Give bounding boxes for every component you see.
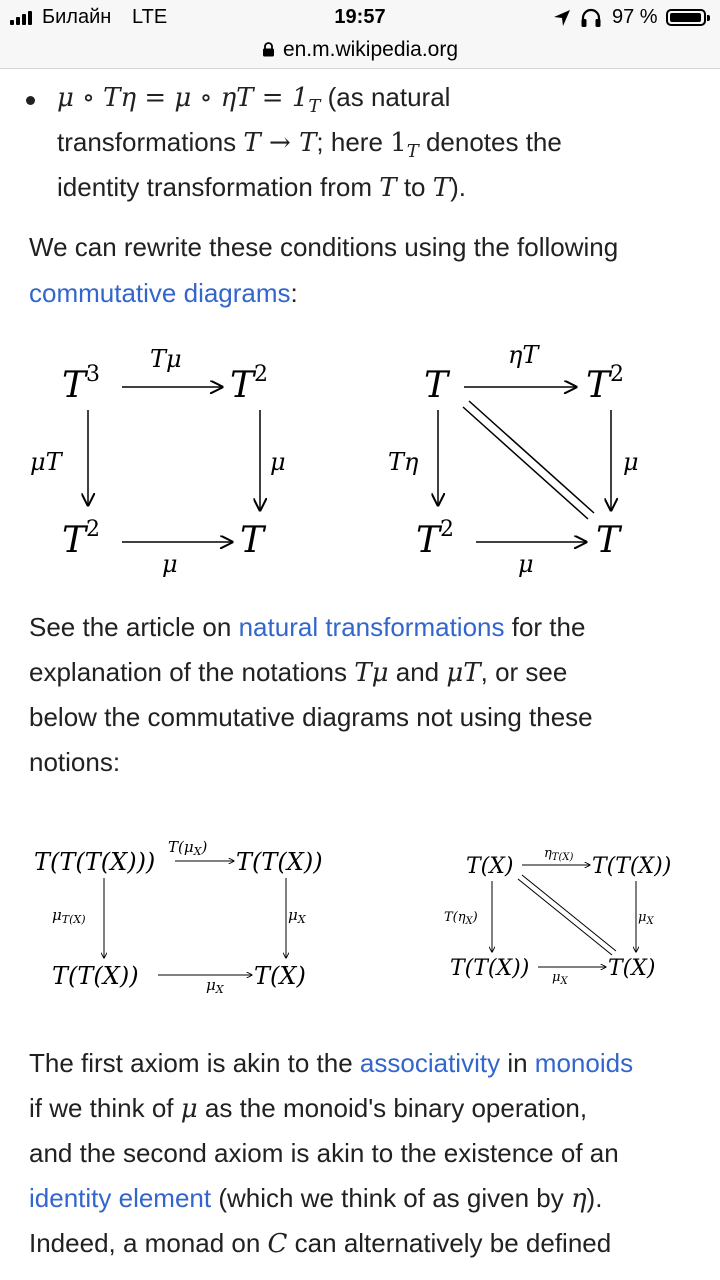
para3-line-1: The first axiom is akin to the associativity in monoids <box>29 1048 634 1078</box>
diagram-associativity <box>20 335 340 585</box>
lock-icon <box>262 42 275 57</box>
node-t3: $T^3$ <box>62 362 101 406</box>
para3-line-3: and the second axiom is akin to the existence of an <box>29 1138 619 1168</box>
arrow-label-bottom: μ <box>518 550 534 578</box>
network-type: LTE <box>132 6 168 28</box>
node-t-x-bottom: T(X) <box>254 962 306 990</box>
carrier-name: Билайн <box>42 6 112 28</box>
arrow-label-top: ηT <box>508 341 539 369</box>
status-bar <box>0 0 720 34</box>
arrow-label-top: Tμ <box>150 345 182 373</box>
unit-formula: μ ∘ Tη = μ ∘ $\eta T = 1_T$ <box>57 83 321 118</box>
link-monoids[interactable]: monoids <box>534 1048 634 1078</box>
link-associativity[interactable]: associativity <box>359 1048 501 1078</box>
arrow-label-left: $\mu_{T(X)}$ <box>52 906 86 926</box>
headphones-icon <box>580 8 602 28</box>
arrow-label-right: μ <box>623 448 639 476</box>
link-identity-element[interactable]: identity element <box>29 1183 212 1213</box>
url-domain: en.m.wikipedia.org <box>282 38 459 61</box>
para3-line-2: if we think of μ as the monoid's binary operation, <box>29 1093 588 1124</box>
para3-line-5: Indeed, a monad on C can alternatively be defined <box>29 1228 612 1259</box>
node-t2-top: $T^2$ <box>230 362 269 406</box>
para2-line-3: below the commutative diagrams not using these <box>29 702 593 732</box>
battery-icon <box>666 9 706 26</box>
para3-line-4: identity element (which we think of as given by η). <box>29 1183 603 1214</box>
node-t-x-top: T(X) <box>466 854 514 879</box>
para1-line-1: We can rewrite these conditions using the following <box>29 232 619 262</box>
arrow-label-right: $\mu_X$ <box>288 906 306 926</box>
node-t2-bottom: $T^2$ <box>416 517 455 561</box>
para2-line-2: explanation of the notations Tμ and μT, or see <box>29 657 568 688</box>
para2-line-1: See the article on natural transformations for the <box>29 612 586 642</box>
battery-percent: 97 % <box>612 6 658 28</box>
node-ttt-x: T(T(T(X))) <box>34 848 156 876</box>
arrow-label-bottom: $\mu_X$ <box>552 970 568 987</box>
arrow-label-right: $\mu_X$ <box>638 910 654 927</box>
link-commutative-diagrams[interactable]: commutative diagrams <box>29 278 291 308</box>
arrow-label-bottom: $\mu_X$ <box>206 976 224 996</box>
link-natural-transformations[interactable]: natural transformations <box>238 612 505 642</box>
node-t-x-bottom: T(X) <box>608 956 656 981</box>
node-tt-x-bottom: T(T(X)) <box>450 956 530 981</box>
clock: 19:57 <box>334 6 386 28</box>
node-t-bottom: T <box>596 520 621 561</box>
arrow-label-left: μT <box>30 448 62 476</box>
arrow-label-top: $\eta_{T(X)}$ <box>544 846 574 863</box>
node-tt-x-bottom: T(T(X)) <box>52 962 139 990</box>
bullet-line-2: transformations T → T; here $1_T$ denotes the <box>57 127 562 163</box>
node-tt-x-top: T(T(X)) <box>592 854 672 879</box>
node-t2-top: $T^2$ <box>586 362 625 406</box>
node-t-bottom: T <box>240 520 265 561</box>
arrow-label-left: Tη <box>388 448 419 476</box>
bullet-line-1: μ ∘ Tη = μ ∘ $\eta T = 1_T$ (as natural <box>57 82 451 118</box>
arrow-label-bottom: μ <box>162 550 178 578</box>
para2-line-4: notions: <box>29 747 121 777</box>
arrow-label-top: $T(\mu_X)$ <box>168 838 208 858</box>
diagram-unit <box>378 335 668 585</box>
para1-line-2: commutative diagrams: <box>29 278 298 308</box>
bullet-marker <box>26 96 35 105</box>
diagram-associativity-x <box>30 830 350 1000</box>
location-arrow-icon <box>553 9 571 27</box>
arrow-label-left: $T(\eta_X)$ <box>444 910 478 927</box>
url-display[interactable] <box>0 38 720 62</box>
url-bar[interactable] <box>0 34 720 69</box>
diagram-unit-x <box>440 835 690 995</box>
node-tt-x-top: T(T(X)) <box>236 848 323 876</box>
node-t2-bottom: $T^2$ <box>62 517 101 561</box>
node-t-top: T <box>424 365 449 406</box>
arrow-label-right: μ <box>270 448 286 476</box>
bullet-line-3: identity transformation from T to T). <box>57 172 466 203</box>
